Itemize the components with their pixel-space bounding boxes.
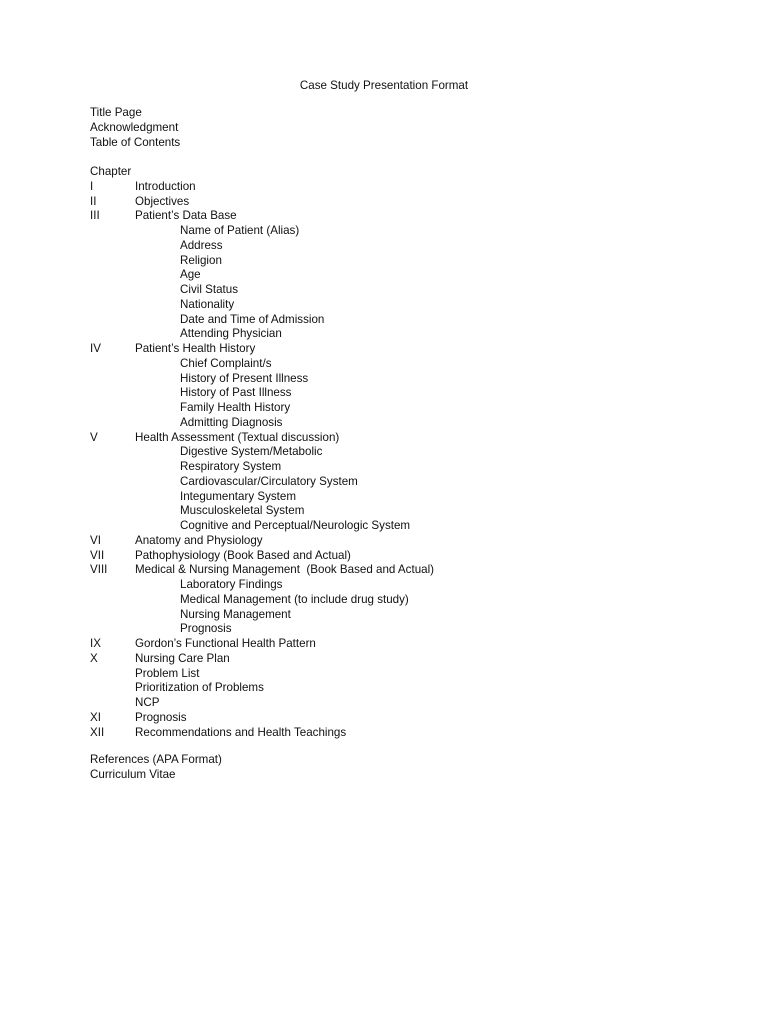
chapter-number: III [90, 209, 100, 223]
chapter-number: XII [90, 725, 105, 739]
chapter-title: Nursing Care Plan [135, 651, 230, 665]
chapter-number: XI [90, 710, 101, 724]
chapter-plain-item: NCP [135, 696, 160, 709]
chapter-row [90, 342, 690, 357]
chapter-row [90, 431, 690, 446]
chapter-title: Health Assessment (Textual discussion) [135, 430, 340, 444]
chapter-subitem: History of Present Illness [180, 371, 309, 385]
chapter-list [90, 165, 690, 740]
chapter-number: VIII [90, 563, 108, 577]
chapter-title: Objectives [135, 194, 190, 208]
document-title: Case Study Presentation Format [299, 79, 469, 92]
chapter-number: IV [90, 342, 101, 355]
chapter-number: X [90, 651, 98, 665]
chapter-subitem: Nationality [180, 297, 235, 311]
chapter-plain-item: Problem List [135, 666, 200, 680]
chapter-row [90, 563, 690, 578]
chapter-row [90, 637, 690, 652]
chapter-subitem: Integumentary System [180, 489, 296, 503]
chapter-title: Pathophysiology (Book Based and Actual) [135, 548, 351, 562]
chapter-subitem: Respiratory System [180, 460, 282, 473]
chapter-title: Prognosis [135, 710, 187, 724]
chapter-row [90, 549, 690, 564]
chapter-row [90, 652, 690, 667]
chapter-title: Introduction [135, 179, 196, 193]
chapter-title: Gordon’s Functional Health Pattern [135, 637, 316, 650]
chapter-number: IX [90, 637, 101, 650]
chapter-subitem: Medical Management (to include drug study) [180, 592, 409, 606]
chapter-subitem: Religion [180, 253, 222, 267]
back-matter-item: Curriculum Vitae [90, 767, 176, 781]
chapter-subitem: Family Health History [180, 401, 291, 414]
chapter-heading: Chapter [90, 165, 132, 178]
chapter-subitem: Laboratory Findings [180, 578, 283, 591]
chapter-subitem: Prognosis [180, 622, 232, 636]
chapter-subitem: Digestive System/Metabolic [180, 445, 323, 459]
chapter-plain-item: Prioritization of Problems [135, 681, 264, 695]
chapter-title: Patient’s Health History [135, 342, 256, 355]
chapter-number: VII [90, 548, 105, 562]
chapter-number: I [90, 179, 94, 193]
chapter-row [90, 726, 690, 741]
chapter-number: V [90, 430, 98, 444]
front-matter-item: Table of Contents [90, 135, 181, 149]
chapter-row [90, 180, 690, 195]
chapter-title: Patient’s Data Base [135, 209, 237, 223]
chapter-subitem: Name of Patient (Alias) [180, 224, 300, 237]
chapter-subitem: Civil Status [180, 283, 238, 296]
chapter-subitem: Age [180, 268, 201, 282]
chapter-subitem: Nursing Management [180, 607, 291, 621]
chapter-title: Medical & Nursing Management (Book Based and Actual) [135, 563, 435, 577]
chapter-subitem: Date and Time of Admission [180, 312, 325, 326]
chapter-subitem: Cognitive and Perceptual/Neurologic System [180, 519, 411, 532]
chapter-subitem: Cardiovascular/Circulatory System [180, 474, 358, 488]
front-matter [90, 106, 690, 150]
chapter-number: VI [90, 533, 101, 547]
back-matter-item: References (APA Format) [90, 753, 222, 766]
chapter-subitem: Address [180, 238, 223, 252]
chapter-subitem: Admitting Diagnosis [180, 415, 283, 429]
front-matter-item: Title Page [90, 106, 142, 119]
chapter-row [90, 195, 690, 210]
chapter-number: II [90, 194, 97, 208]
chapter-row [90, 209, 690, 224]
back-matter [90, 753, 690, 783]
chapter-title: Recommendations and Health Teachings [135, 725, 347, 739]
front-matter-item: Acknowledgment [90, 120, 179, 134]
chapter-subitem: Attending Physician [180, 327, 282, 341]
chapter-subitem: Musculoskeletal System [180, 504, 305, 518]
chapter-subitem: History of Past Illness [180, 386, 292, 400]
chapter-title: Anatomy and Physiology [135, 533, 263, 547]
chapter-subitem: Chief Complaint/s [180, 356, 272, 370]
chapter-row [90, 711, 690, 726]
chapter-row [90, 534, 690, 549]
